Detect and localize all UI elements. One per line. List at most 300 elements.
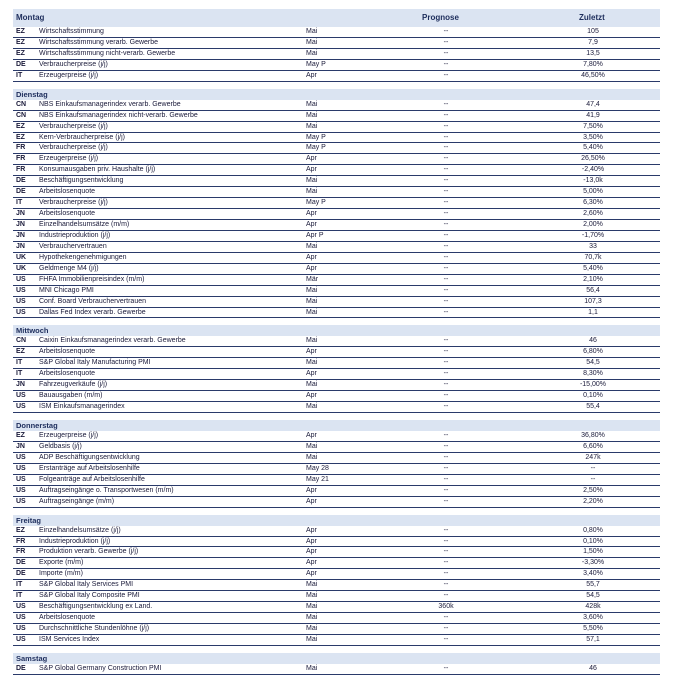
country-code: FR — [16, 537, 26, 545]
period: Mai — [306, 403, 318, 411]
country-code: JN — [16, 442, 25, 450]
indicator-name: Einzelhandelsumsätze (j/j) — [39, 526, 121, 534]
last-value: 54,5 — [586, 592, 600, 600]
country-code: EZ — [16, 122, 25, 130]
table-row — [13, 569, 660, 580]
period: Apr P — [306, 231, 324, 239]
period: May 28 — [306, 464, 329, 472]
period: Apr — [306, 210, 317, 218]
country-code: UK — [16, 253, 27, 261]
period: Mai — [306, 100, 318, 108]
forecast-value: -- — [443, 71, 449, 79]
table-row — [13, 402, 660, 413]
indicator-name: Beschäftigungsentwicklung ex Land. — [39, 603, 153, 611]
country-code: DE — [16, 188, 26, 196]
indicator-name: Erzeugerpreise (j/j) — [39, 432, 99, 439]
table-row — [13, 308, 660, 319]
table-row — [13, 60, 660, 71]
country-code: IT — [16, 592, 23, 600]
table-row — [13, 209, 660, 220]
country-code: US — [16, 475, 26, 483]
indicator-name: Bauausgaben (m/m) — [39, 392, 103, 400]
last-value: 46 — [589, 664, 597, 672]
forecast-value: -- — [443, 348, 449, 356]
day-header: Mittwoch — [13, 325, 660, 336]
forecast-value: -- — [443, 275, 449, 283]
table-row — [13, 38, 660, 49]
last-value: 36,80% — [581, 432, 605, 439]
country-code: EZ — [16, 348, 25, 356]
economic-calendar — [13, 9, 660, 675]
forecast-value: -- — [443, 464, 449, 472]
period: Mai — [306, 38, 318, 46]
period: Mai — [306, 381, 318, 389]
table-row — [13, 275, 660, 286]
last-value: -2,40% — [581, 166, 605, 174]
table-row — [13, 369, 660, 380]
table-row — [13, 111, 660, 122]
last-value: 57,1 — [586, 635, 600, 643]
last-value: 3,40% — [583, 570, 603, 578]
indicator-name: Produktion verarb. Gewerbe (j/j) — [39, 548, 139, 556]
indicator-name: MNI Chicago PMI — [39, 286, 94, 294]
forecast-value: -- — [443, 286, 449, 294]
period: Mai — [306, 664, 318, 672]
forecast-value: -- — [443, 526, 449, 534]
last-value: 2,50% — [583, 486, 603, 494]
last-value: 2,20% — [583, 497, 603, 505]
period: Apr — [306, 559, 317, 567]
period: Apr — [306, 221, 317, 228]
country-code: US — [16, 308, 26, 316]
period: Mai — [306, 614, 318, 622]
header-last-label: Zuletzt — [579, 13, 605, 22]
forecast-value: -- — [443, 392, 449, 400]
table-row — [13, 220, 660, 231]
country-code: IT — [16, 370, 23, 378]
forecast-value: -- — [443, 231, 449, 239]
period: Apr — [306, 253, 317, 261]
period: Apr — [306, 570, 317, 578]
forecast-value: -- — [443, 297, 449, 305]
country-code: JN — [16, 221, 25, 228]
table-row — [13, 253, 660, 264]
period: Mai — [306, 111, 318, 119]
last-value: 105 — [587, 28, 599, 35]
period: Apr — [306, 392, 317, 400]
day-header: Samstag — [13, 653, 660, 664]
indicator-name: Fahrzeugverkäufe (j/j) — [39, 381, 108, 389]
forecast-value: -- — [443, 581, 449, 589]
indicator-name: NBS Einkaufsmanagerindex verarb. Gewerbe — [39, 100, 181, 108]
forecast-value: -- — [443, 133, 449, 141]
table-row — [13, 176, 660, 187]
country-code: US — [16, 625, 26, 632]
table-row — [13, 336, 660, 347]
forecast-value: -- — [443, 370, 449, 378]
indicator-name: Geldbasis (j/j) — [39, 442, 82, 450]
indicator-name: Einzelhandelsumsätze (m/m) — [39, 221, 130, 228]
last-value: -1,70% — [581, 231, 605, 239]
period: Mai — [306, 442, 318, 450]
last-value: 2,60% — [583, 210, 603, 218]
last-value: 5,50% — [583, 625, 603, 632]
country-code: CN — [16, 100, 27, 108]
last-value: 26,50% — [581, 155, 605, 163]
period: Apr — [306, 264, 317, 272]
forecast-value: -- — [443, 359, 449, 367]
indicator-name: Dallas Fed Index verarb. Gewerbe — [39, 308, 146, 316]
country-code: US — [16, 286, 26, 294]
day-section — [13, 9, 660, 82]
country-code: DE — [16, 60, 26, 68]
forecast-value: -- — [443, 548, 449, 556]
forecast-value: -- — [443, 381, 449, 389]
indicator-name: Conf. Board Verbrauchervertrauen — [39, 297, 147, 305]
table-row — [13, 486, 660, 497]
country-code: EZ — [16, 526, 25, 534]
last-value: 6,30% — [583, 199, 603, 207]
table-row — [13, 591, 660, 602]
table-row — [13, 100, 660, 111]
last-value: 7,80% — [583, 60, 603, 68]
table-row — [13, 613, 660, 624]
forecast-value: -- — [443, 166, 449, 174]
forecast-value: -- — [443, 635, 449, 643]
country-code: EZ — [16, 133, 25, 141]
indicator-name: Arbeitslosenquote — [39, 370, 96, 378]
period: Apr — [306, 348, 317, 356]
period: May P — [306, 144, 326, 152]
indicator-name: S&P Global Italy Composite PMI — [39, 592, 140, 600]
table-row — [13, 464, 660, 475]
indicator-name: S&P Global Italy Manufacturing PMI — [39, 359, 151, 367]
last-value: 2,10% — [583, 275, 603, 283]
indicator-name: Arbeitslosenquote — [39, 348, 96, 356]
last-value: 2,00% — [583, 221, 603, 228]
day-section — [13, 653, 660, 675]
period: Apr — [306, 548, 317, 556]
table-row — [13, 475, 660, 486]
day-section — [13, 515, 660, 646]
country-code: US — [16, 635, 26, 643]
forecast-value: -- — [443, 111, 449, 119]
table-row — [13, 49, 660, 60]
table-row — [13, 264, 660, 275]
country-code: US — [16, 614, 26, 622]
table-row — [13, 453, 660, 464]
table-row — [13, 580, 660, 591]
table-row — [13, 286, 660, 297]
table-row — [13, 602, 660, 613]
country-code: US — [16, 486, 26, 494]
last-value: 5,40% — [583, 264, 603, 272]
period: Mai — [306, 177, 318, 185]
table-row — [13, 133, 660, 144]
forecast-value: -- — [443, 625, 449, 632]
indicator-name: S&P Global Germany Construction PMI — [39, 664, 162, 672]
table-row — [13, 558, 660, 569]
forecast-value: -- — [443, 122, 449, 130]
forecast-value: -- — [443, 475, 449, 483]
forecast-value: -- — [443, 38, 449, 46]
last-value: 33 — [589, 242, 597, 250]
last-value: 247k — [585, 453, 601, 461]
forecast-value: -- — [443, 100, 449, 108]
table-row — [13, 347, 660, 358]
country-code: DE — [16, 664, 26, 672]
forecast-value: -- — [443, 570, 449, 578]
forecast-value: -- — [443, 432, 449, 439]
table-row — [13, 664, 660, 675]
table-row — [13, 547, 660, 558]
last-value: 0,10% — [583, 537, 603, 545]
table-row — [13, 358, 660, 369]
indicator-name: Industrieproduktion (j/j) — [39, 231, 111, 239]
forecast-value: -- — [443, 442, 449, 450]
forecast-value: -- — [443, 664, 449, 672]
day-section — [13, 325, 660, 413]
country-code: CN — [16, 111, 27, 119]
last-value: 8,30% — [583, 370, 603, 378]
table-row — [13, 624, 660, 635]
last-value: 54,5 — [586, 359, 600, 367]
forecast-value: -- — [443, 486, 449, 494]
indicator-name: Verbraucherpreise (j/j) — [39, 122, 108, 130]
period: Apr — [306, 497, 317, 505]
day-header: Donnerstag — [13, 420, 660, 431]
last-value: 428k — [585, 603, 601, 611]
forecast-value: -- — [443, 210, 449, 218]
period: Apr — [306, 432, 317, 439]
forecast-value: -- — [443, 177, 449, 185]
last-value: 7,9 — [588, 38, 598, 46]
country-code: JN — [16, 242, 25, 250]
indicator-name: Importe (m/m) — [39, 570, 83, 578]
table-row — [13, 143, 660, 154]
last-value: -- — [590, 464, 596, 472]
country-code: EZ — [16, 28, 25, 35]
table-row — [13, 165, 660, 176]
calendar-sections — [13, 9, 660, 675]
forecast-value: -- — [443, 264, 449, 272]
indicator-name: Geldmenge M4 (j/j) — [39, 264, 99, 272]
forecast-value: -- — [443, 144, 449, 152]
country-code: US — [16, 297, 26, 305]
table-row — [13, 27, 660, 38]
table-row — [13, 231, 660, 242]
forecast-value: -- — [443, 453, 449, 461]
last-value: 7,50% — [583, 122, 603, 130]
table-row — [13, 154, 660, 165]
period: Mai — [306, 122, 318, 130]
indicator-name: Wirtschaftsstimmung nicht-verarb. Gewerbe — [39, 49, 176, 57]
last-value: 5,00% — [583, 188, 603, 196]
last-value: 41,9 — [586, 111, 600, 119]
indicator-name: Verbrauchervertrauen — [39, 242, 107, 250]
period: Mai — [306, 453, 318, 461]
period: May P — [306, 199, 326, 207]
period: Mai — [306, 49, 318, 57]
forecast-value: -- — [443, 49, 449, 57]
indicator-name: ISM Services Index — [39, 635, 100, 643]
country-code: FR — [16, 548, 26, 556]
forecast-value: -- — [443, 242, 449, 250]
indicator-name: Kern-Verbraucherpreise (j/j) — [39, 133, 125, 141]
indicator-name: Industrieproduktion (j/j) — [39, 537, 111, 545]
indicator-name: Konsumausgaben priv. Haushalte (j/j) — [39, 166, 156, 174]
forecast-value: -- — [443, 199, 449, 207]
period: Mär — [306, 275, 319, 283]
country-code: UK — [16, 264, 27, 272]
table-row — [13, 71, 660, 82]
period: Mai — [306, 635, 318, 643]
last-value: 56,4 — [586, 286, 600, 294]
forecast-value: -- — [443, 403, 449, 411]
indicator-name: Verbraucherpreise (j/j) — [39, 199, 108, 207]
forecast-value: -- — [443, 28, 449, 35]
forecast-value: -- — [443, 497, 449, 505]
indicator-name: Beschäftigungsentwicklung — [39, 177, 124, 185]
indicator-name: Wirtschaftsstimmung — [39, 28, 104, 35]
country-code: US — [16, 497, 26, 505]
last-value: 46,50% — [581, 71, 605, 79]
period: Apr — [306, 486, 317, 494]
period: Apr — [306, 155, 317, 163]
country-code: JN — [16, 381, 25, 389]
indicator-name: Verbraucherpreise (j/j) — [39, 144, 108, 152]
period: Mai — [306, 28, 318, 35]
country-code: IT — [16, 359, 23, 367]
indicator-name: Erzeugerpreise (j/j) — [39, 155, 99, 163]
country-code: EZ — [16, 432, 25, 439]
period: Mai — [306, 188, 318, 196]
country-code: FR — [16, 155, 26, 163]
last-value: 1,50% — [583, 548, 603, 556]
country-code: DE — [16, 570, 26, 578]
period: May P — [306, 133, 326, 141]
table-row — [13, 187, 660, 198]
last-value: 0,10% — [583, 392, 603, 400]
period: May P — [306, 60, 326, 68]
period: Mai — [306, 581, 318, 589]
country-code: JN — [16, 231, 25, 239]
indicator-name: Erzeugerpreise (j/j) — [39, 71, 99, 79]
indicator-name: ISM Einkaufsmanagerindex — [39, 403, 125, 411]
indicator-name: ADP Beschäftigungsentwicklung — [39, 453, 140, 461]
indicator-name: Wirtschaftsstimmung verarb. Gewerbe — [39, 38, 159, 46]
period: Apr — [306, 166, 317, 174]
indicator-name: Arbeitslosenquote — [39, 188, 96, 196]
header-forecast-label: Prognose — [422, 13, 459, 22]
period: Apr — [306, 537, 317, 545]
indicator-name: S&P Global Italy Services PMI — [39, 581, 134, 589]
table-row — [13, 391, 660, 402]
period: Mai — [306, 337, 318, 345]
table-row — [13, 431, 660, 442]
last-value: 107,3 — [584, 297, 602, 305]
country-code: DE — [16, 177, 26, 185]
day-header: Freitag — [13, 515, 660, 526]
period: Mai — [306, 603, 318, 611]
forecast-value: -- — [443, 188, 449, 196]
country-code: IT — [16, 581, 23, 589]
calendar-header — [13, 9, 660, 27]
period: Mai — [306, 625, 318, 632]
forecast-value: -- — [443, 221, 449, 228]
indicator-name: FHFA Immobilienpreisindex (m/m) — [39, 275, 145, 283]
last-value: 46 — [589, 337, 597, 345]
last-value: -13,0k — [583, 177, 603, 185]
indicator-name: Arbeitslosenquote — [39, 210, 96, 218]
table-row — [13, 380, 660, 391]
table-row — [13, 442, 660, 453]
table-row — [13, 635, 660, 646]
last-value: 0,80% — [583, 526, 603, 534]
table-row — [13, 122, 660, 133]
period: Mai — [306, 286, 318, 294]
last-value: 3,60% — [583, 614, 603, 622]
forecast-value: -- — [443, 253, 449, 261]
last-value: -- — [590, 475, 596, 483]
forecast-value: -- — [443, 592, 449, 600]
indicator-name: Caixin Einkaufsmanagerindex verarb. Gewerbe — [39, 337, 186, 345]
indicator-name: Auftragseingänge (m/m) — [39, 497, 115, 505]
last-value: 5,40% — [583, 144, 603, 152]
forecast-value: -- — [443, 337, 449, 345]
indicator-name: NBS Einkaufsmanagerindex nicht-verarb. Gewerbe — [39, 111, 198, 119]
last-value: 70,7k — [584, 253, 602, 261]
country-code: US — [16, 453, 26, 461]
forecast-value: -- — [443, 614, 449, 622]
table-row — [13, 242, 660, 253]
last-value: 6,80% — [583, 348, 603, 356]
last-value: 1,1 — [588, 308, 598, 316]
forecast-value: -- — [443, 155, 449, 163]
table-row — [13, 526, 660, 537]
last-value: 3,50% — [583, 133, 603, 141]
indicator-name: Erstanträge auf Arbeitslosenhilfe — [39, 464, 140, 472]
country-code: EZ — [16, 49, 25, 57]
country-code: US — [16, 275, 26, 283]
country-code: FR — [16, 166, 26, 174]
header-day-label: Montag — [16, 13, 45, 22]
country-code: US — [16, 403, 26, 411]
country-code: IT — [16, 71, 23, 79]
indicator-name: Hypothekengenehmigungen — [39, 253, 127, 261]
last-value: 55,4 — [586, 403, 600, 411]
period: Apr — [306, 526, 317, 534]
country-code: DE — [16, 559, 26, 567]
country-code: US — [16, 464, 26, 472]
day-section — [13, 420, 660, 508]
country-code: US — [16, 603, 26, 611]
indicator-name: Folgeanträge auf Arbeitslosenhilfe — [39, 475, 145, 483]
day-section — [13, 89, 660, 319]
country-code: CN — [16, 337, 27, 345]
last-value: 47,4 — [586, 100, 600, 108]
forecast-value: -- — [443, 559, 449, 567]
country-code: JN — [16, 210, 25, 218]
country-code: IT — [16, 199, 23, 207]
forecast-value: -- — [443, 537, 449, 545]
table-row — [13, 297, 660, 308]
indicator-name: Exporte (m/m) — [39, 559, 84, 567]
forecast-value: -- — [443, 60, 449, 68]
period: Mai — [306, 359, 318, 367]
period: Mai — [306, 297, 318, 305]
forecast-value: 360k — [438, 603, 454, 611]
